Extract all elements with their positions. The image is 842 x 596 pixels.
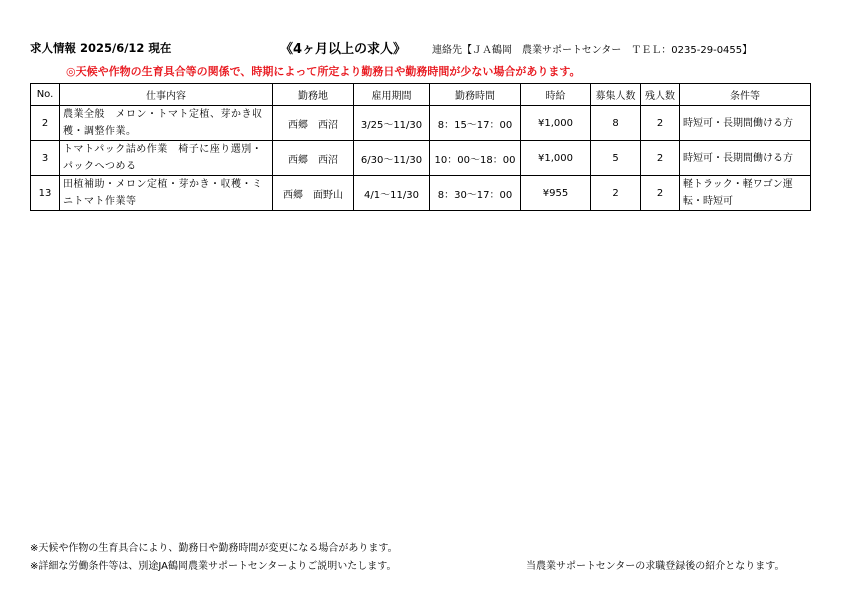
page-subtitle: 《4ヶ月以上の求人》	[280, 42, 407, 57]
cell-no: 13	[31, 176, 60, 211]
cell-conditions: 時短可・長期間働ける方	[680, 106, 811, 141]
cell-conditions: 時短可・長期間働ける方	[680, 141, 811, 176]
col-header-location: 勤務地	[273, 84, 354, 106]
cell-period: 4/1～11/30	[354, 176, 430, 211]
cell-no: 3	[31, 141, 60, 176]
cell-conditions: 軽トラック・軽ワゴン運転・時短可	[680, 176, 811, 211]
cell-wage: ¥1,000	[521, 106, 591, 141]
col-header-recruit: 募集人数	[591, 84, 641, 106]
job-table	[30, 83, 811, 211]
cell-location: 西郷 西沼	[273, 106, 354, 141]
cell-wage: ¥955	[521, 176, 591, 211]
cell-hours: 10：00～18：00	[430, 141, 521, 176]
table-row	[31, 176, 811, 211]
cell-recruit: 8	[591, 106, 641, 141]
notice-text: ◎天候や作物の生育具合等の関係で、時期によって所定より勤務日や勤務時間が少ない場合があります。	[66, 65, 581, 78]
col-header-conditions: 条件等	[680, 84, 811, 106]
table-header-row	[31, 84, 811, 106]
cell-remaining: 2	[641, 176, 680, 211]
cell-wage: ¥1,000	[521, 141, 591, 176]
cell-hours: 8：15～17：00	[430, 106, 521, 141]
cell-location: 西郷 面野山	[273, 176, 354, 211]
col-header-hours: 勤務時間	[430, 84, 521, 106]
cell-recruit: 2	[591, 176, 641, 211]
col-header-remaining: 残人数	[641, 84, 680, 106]
footer-note-registration: 当農業サポートセンターの求職登録後の紹介となります。	[526, 561, 785, 572]
col-header-job: 仕事内容	[60, 84, 273, 106]
page-title: 求人情報 2025/6/12 現在	[30, 41, 172, 55]
cell-job: 田植補助・メロン定植・芽かき・収穫・ミニトマト作業等	[60, 176, 273, 211]
table-row	[31, 141, 811, 176]
cell-remaining: 2	[641, 141, 680, 176]
col-header-no: No.	[31, 84, 60, 106]
cell-hours: 8：30～17：00	[430, 176, 521, 211]
contact-info: 連絡先【ＪＡ鶴岡 農業サポートセンター ＴＥＬ：0235-29-0455】	[432, 45, 753, 56]
col-header-period: 雇用期間	[354, 84, 430, 106]
cell-no: 2	[31, 106, 60, 141]
footer-note-conditions: ※詳細な労働条件等は、別途JA鶴岡農業サポートセンターよりご説明いたします。	[30, 561, 397, 572]
cell-job: 農業全般 メロン・トマト定植、芽かき収穫・調整作業。	[60, 106, 273, 141]
table-row	[31, 106, 811, 141]
col-header-wage: 時給	[521, 84, 591, 106]
cell-job: トマトパック詰め作業 椅子に座り選別・パックへつめる	[60, 141, 273, 176]
footer-note-schedule: ※天候や作物の生育具合により、勤務日や勤務時間が変更になる場合があります。	[30, 543, 398, 554]
cell-remaining: 2	[641, 106, 680, 141]
cell-recruit: 5	[591, 141, 641, 176]
cell-period: 6/30～11/30	[354, 141, 430, 176]
cell-period: 3/25～11/30	[354, 106, 430, 141]
cell-location: 西郷 西沼	[273, 141, 354, 176]
